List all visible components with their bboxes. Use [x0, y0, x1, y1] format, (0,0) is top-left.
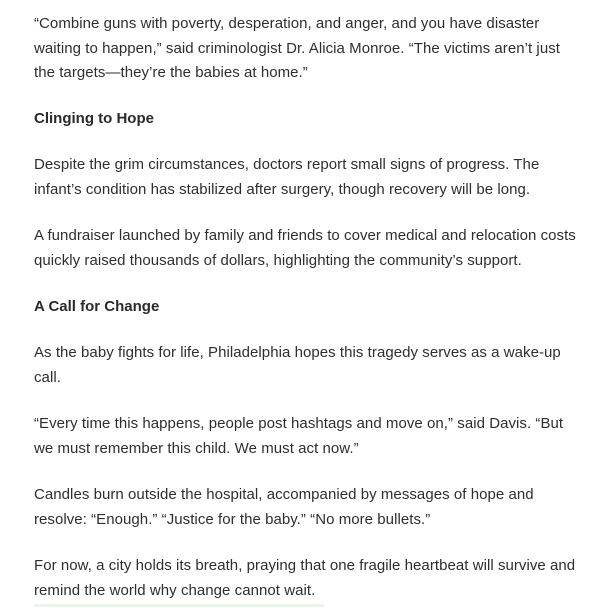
paragraph-doctors-progress: Despite the grim circumstances, doctors report small signs of progress. The infant’s condition has stabilized after surgery, though recovery will be long. [34, 156, 540, 198]
paragraph-city-holds-breath: For now, a city holds its breath, praying that one fragile heartbeat will survive and remind the world why change cannot wait. [34, 557, 576, 599]
paragraph-candles: Candles burn outside the hospital, accompanied by messages of hope and resolve: “Enough.” “Justice for the baby.” “No more bullets.” [34, 486, 534, 528]
paragraph-philadelphia-hopes: As the baby fights for life, Philadelphia hopes this tragedy serves as a wake-up call. [34, 344, 561, 386]
section-heading-clinging-to-hope: Clinging to Hope [34, 110, 154, 127]
paragraph-davis-quote: “Every time this happens, people post hashtags and move on,” said Davis. “But we must remember this child. We must act now.” [34, 415, 564, 457]
paragraph-fundraiser: A fundraiser launched by family and friends to cover medical and relocation costs quickly raised thousands of dollars, highlighting the community’s support. [34, 227, 576, 269]
paragraph-criminologist-quote: “Combine guns with poverty, desperation, and anger, and you have disaster waiting to happen,” said criminologist Dr. Alicia Monroe. “The victims aren’t just the targets—they’re the babies at home.” [34, 15, 560, 81]
section-heading-call-for-change: A Call for Change [34, 298, 160, 315]
cut-off-link-underline [34, 604, 324, 607]
